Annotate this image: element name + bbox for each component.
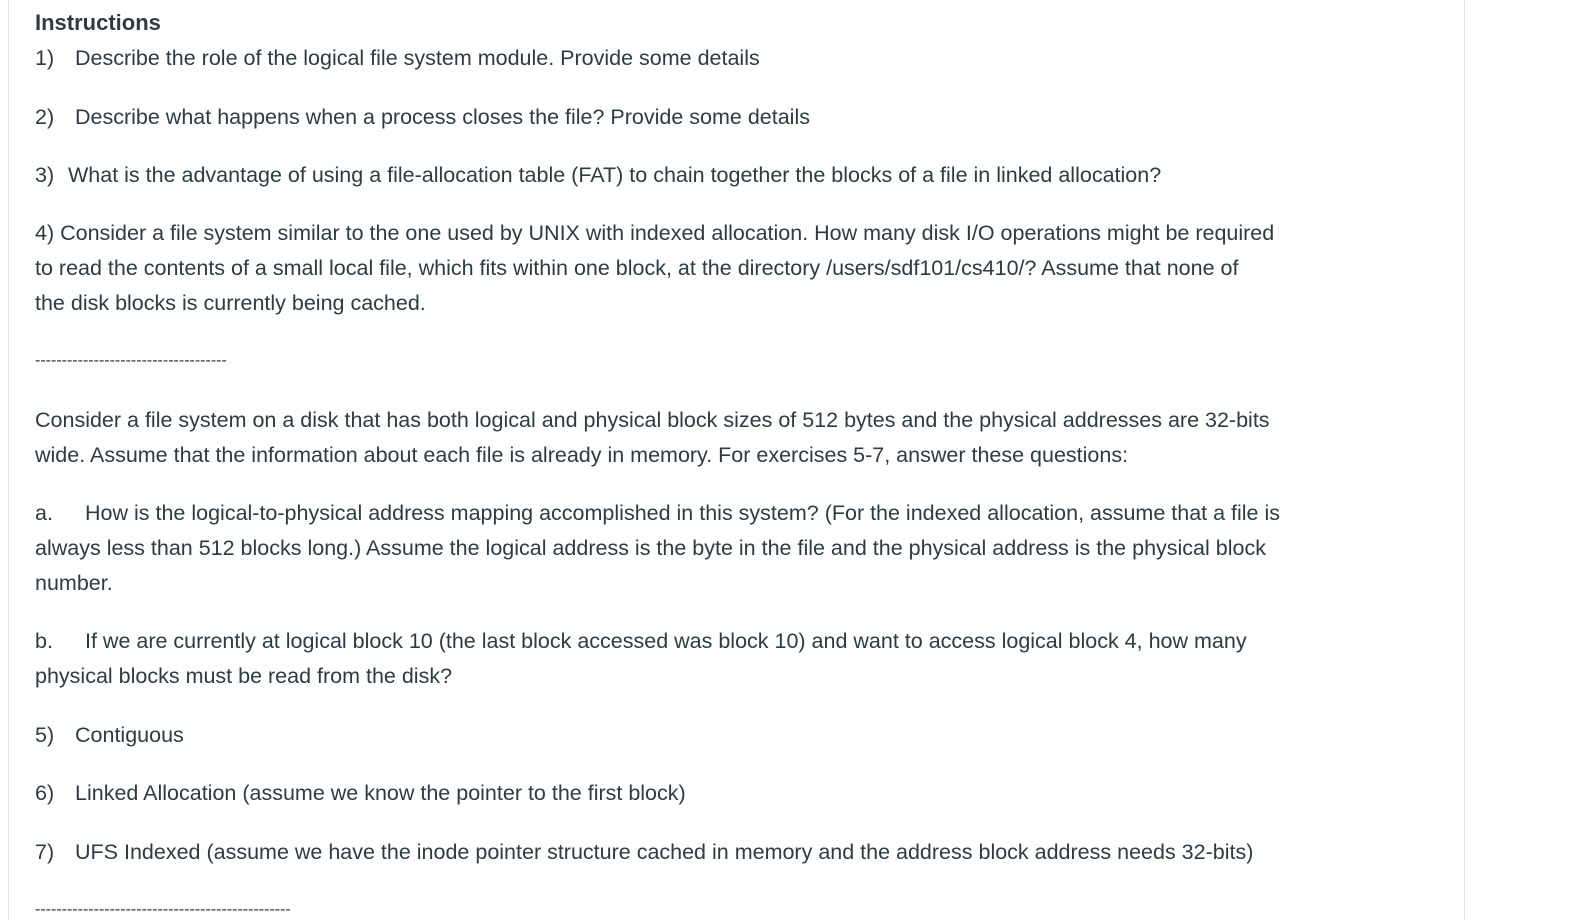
question-3-text: What is the advantage of using a file-allocation table (FAT) to chain together the blocks of a file in linked allocation?: [68, 163, 1162, 187]
question-7-text: UFS Indexed (assume we have the inode pointer structure cached in memory and the address block address needs 32-bits): [75, 840, 1254, 864]
question-3: [35, 158, 1161, 193]
question-5-text: Contiguous: [75, 723, 184, 747]
sub-question-a: [35, 496, 1280, 601]
sub-question-a-line-3: number.: [35, 571, 113, 595]
sub-question-b-line-1: If we are currently at logical block 10 (the last block accessed was block 10) and want to access logical block 4, how many: [85, 629, 1247, 653]
question-2-number: 2): [35, 105, 55, 129]
content-panel: [8, 0, 1465, 920]
question-5-number: 5): [35, 723, 55, 747]
sub-question-a-letter: a.: [35, 501, 53, 525]
question-3-number: 3): [35, 163, 55, 187]
question-1-text: Describe the role of the logical file system module. Provide some details: [75, 46, 760, 70]
sub-question-a-line-1: How is the logical-to-physical address mapping accomplished in this system? (For the indexed allocation, assume that a file is: [85, 501, 1281, 525]
instructions-heading: Instructions: [35, 10, 161, 35]
separator-line-2: ------------------------------------------------: [35, 902, 291, 918]
question-4-line-1: 4) Consider a file system similar to the one used by UNIX with indexed allocation. How many disk I/O operations might be required: [35, 221, 1275, 245]
sub-question-b: [35, 624, 1247, 694]
exercise-intro: [35, 403, 1270, 473]
sub-question-b-letter: b.: [35, 629, 53, 653]
question-1: [35, 41, 760, 76]
question-7: [35, 835, 1253, 870]
question-1-number: 1): [35, 46, 55, 70]
sub-question-a-line-2: always less than 512 blocks long.) Assume the logical address is the byte in the file and the physical address is the physical block: [35, 536, 1266, 560]
question-5: [35, 718, 184, 753]
question-6: [35, 776, 686, 811]
question-2-text: Describe what happens when a process closes the file? Provide some details: [75, 105, 810, 129]
sub-question-b-line-2: physical blocks must be read from the disk?: [35, 664, 453, 688]
exercise-intro-line-1: Consider a file system on a disk that has both logical and physical block sizes of 512 bytes and the physical addresses are 32-bits: [35, 408, 1270, 432]
question-6-number: 6): [35, 781, 55, 805]
question-7-number: 7): [35, 840, 55, 864]
question-4: [35, 216, 1274, 321]
question-6-text: Linked Allocation (assume we know the pointer to the first block): [75, 781, 686, 805]
question-4-line-2: to read the contents of a small local file, which fits within one block, at the directory /users/sdf101/cs410/? Assume that none of: [35, 256, 1239, 280]
question-4-line-3: the disk blocks is currently being cached.: [35, 291, 426, 315]
separator-line-1: ------------------------------------: [35, 353, 227, 369]
question-2: [35, 100, 810, 135]
exercise-intro-line-2: wide. Assume that the information about each file is already in memory. For exercises 5-7, answer these questions:: [35, 443, 1129, 467]
